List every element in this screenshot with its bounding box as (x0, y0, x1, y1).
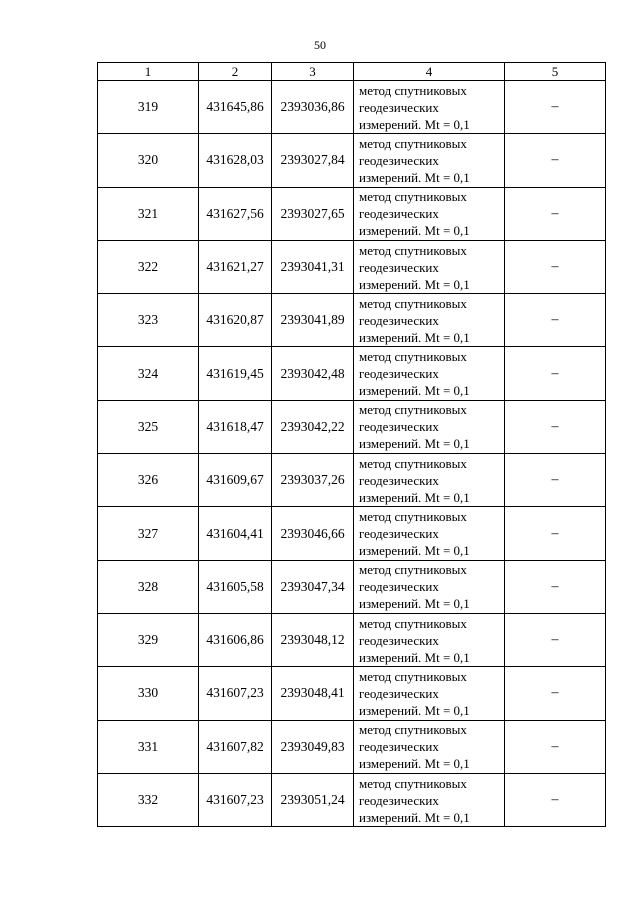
y-coordinate-cell: 2393051,24 (272, 773, 354, 826)
note-cell: – (505, 507, 606, 560)
table-row (98, 187, 606, 240)
table-body (98, 81, 606, 827)
note-cell: – (505, 400, 606, 453)
method-cell: метод спутниковых геодезических измерений. Mt = 0,1 (354, 81, 505, 134)
header-col-4: 4 (354, 63, 505, 81)
y-coordinate-cell: 2393049,83 (272, 720, 354, 773)
y-coordinate-cell: 2393042,22 (272, 400, 354, 453)
point-number-cell: 321 (98, 187, 199, 240)
header-col-1: 1 (98, 63, 199, 81)
note-cell: – (505, 347, 606, 400)
y-coordinate-cell: 2393036,86 (272, 81, 354, 134)
method-cell: метод спутниковых геодезических измерений. Mt = 0,1 (354, 613, 505, 666)
point-number-cell: 320 (98, 134, 199, 187)
header-col-2: 2 (199, 63, 272, 81)
table-row (98, 81, 606, 134)
point-number-cell: 319 (98, 81, 199, 134)
x-coordinate-cell: 431607,82 (199, 720, 272, 773)
method-cell: метод спутниковых геодезических измерений. Mt = 0,1 (354, 454, 505, 507)
table-row (98, 560, 606, 613)
method-cell: метод спутниковых геодезических измерений. Mt = 0,1 (354, 667, 505, 720)
x-coordinate-cell: 431628,03 (199, 134, 272, 187)
table-row (98, 720, 606, 773)
method-cell: метод спутниковых геодезических измерений. Mt = 0,1 (354, 720, 505, 773)
note-cell: – (505, 613, 606, 666)
x-coordinate-cell: 431619,45 (199, 347, 272, 400)
y-coordinate-cell: 2393047,34 (272, 560, 354, 613)
x-coordinate-cell: 431604,41 (199, 507, 272, 560)
y-coordinate-cell: 2393048,12 (272, 613, 354, 666)
y-coordinate-cell: 2393041,31 (272, 240, 354, 293)
point-number-cell: 330 (98, 667, 199, 720)
point-number-cell: 325 (98, 400, 199, 453)
point-number-cell: 329 (98, 613, 199, 666)
note-cell: – (505, 81, 606, 134)
x-coordinate-cell: 431645,86 (199, 81, 272, 134)
note-cell: – (505, 454, 606, 507)
y-coordinate-cell: 2393041,89 (272, 294, 354, 347)
header-col-5: 5 (505, 63, 606, 81)
note-cell: – (505, 240, 606, 293)
x-coordinate-cell: 431605,58 (199, 560, 272, 613)
note-cell: – (505, 187, 606, 240)
method-cell: метод спутниковых геодезических измерений. Mt = 0,1 (354, 240, 505, 293)
x-coordinate-cell: 431609,67 (199, 454, 272, 507)
point-number-cell: 331 (98, 720, 199, 773)
note-cell: – (505, 294, 606, 347)
x-coordinate-cell: 431607,23 (199, 773, 272, 826)
table-row (98, 400, 606, 453)
x-coordinate-cell: 431606,86 (199, 613, 272, 666)
x-coordinate-cell: 431620,87 (199, 294, 272, 347)
method-cell: метод спутниковых геодезических измерений. Mt = 0,1 (354, 347, 505, 400)
point-number-cell: 322 (98, 240, 199, 293)
header-row (98, 63, 606, 81)
header-col-3: 3 (272, 63, 354, 81)
note-cell: – (505, 773, 606, 826)
method-cell: метод спутниковых геодезических измерений. Mt = 0,1 (354, 773, 505, 826)
x-coordinate-cell: 431627,56 (199, 187, 272, 240)
y-coordinate-cell: 2393037,26 (272, 454, 354, 507)
point-number-cell: 323 (98, 294, 199, 347)
point-number-cell: 326 (98, 454, 199, 507)
method-cell: метод спутниковых геодезических измерений. Mt = 0,1 (354, 560, 505, 613)
y-coordinate-cell: 2393046,66 (272, 507, 354, 560)
y-coordinate-cell: 2393027,84 (272, 134, 354, 187)
table-row (98, 613, 606, 666)
note-cell: – (505, 720, 606, 773)
method-cell: метод спутниковых геодезических измерений. Mt = 0,1 (354, 400, 505, 453)
page-number: 50 (314, 38, 326, 52)
table-row (98, 507, 606, 560)
x-coordinate-cell: 431607,23 (199, 667, 272, 720)
table-row (98, 294, 606, 347)
table-row (98, 454, 606, 507)
table-row (98, 773, 606, 826)
method-cell: метод спутниковых геодезических измерений. Mt = 0,1 (354, 507, 505, 560)
note-cell: – (505, 134, 606, 187)
note-cell: – (505, 560, 606, 613)
note-cell: – (505, 667, 606, 720)
x-coordinate-cell: 431621,27 (199, 240, 272, 293)
x-coordinate-cell: 431618,47 (199, 400, 272, 453)
method-cell: метод спутниковых геодезических измерений. Mt = 0,1 (354, 187, 505, 240)
point-number-cell: 332 (98, 773, 199, 826)
y-coordinate-cell: 2393042,48 (272, 347, 354, 400)
table-row (98, 667, 606, 720)
table-row (98, 347, 606, 400)
point-number-cell: 327 (98, 507, 199, 560)
table-row (98, 134, 606, 187)
y-coordinate-cell: 2393027,65 (272, 187, 354, 240)
point-number-cell: 328 (98, 560, 199, 613)
point-number-cell: 324 (98, 347, 199, 400)
table-row (98, 240, 606, 293)
coordinates-table (97, 62, 606, 827)
y-coordinate-cell: 2393048,41 (272, 667, 354, 720)
method-cell: метод спутниковых геодезических измерений. Mt = 0,1 (354, 294, 505, 347)
method-cell: метод спутниковых геодезических измерений. Mt = 0,1 (354, 134, 505, 187)
